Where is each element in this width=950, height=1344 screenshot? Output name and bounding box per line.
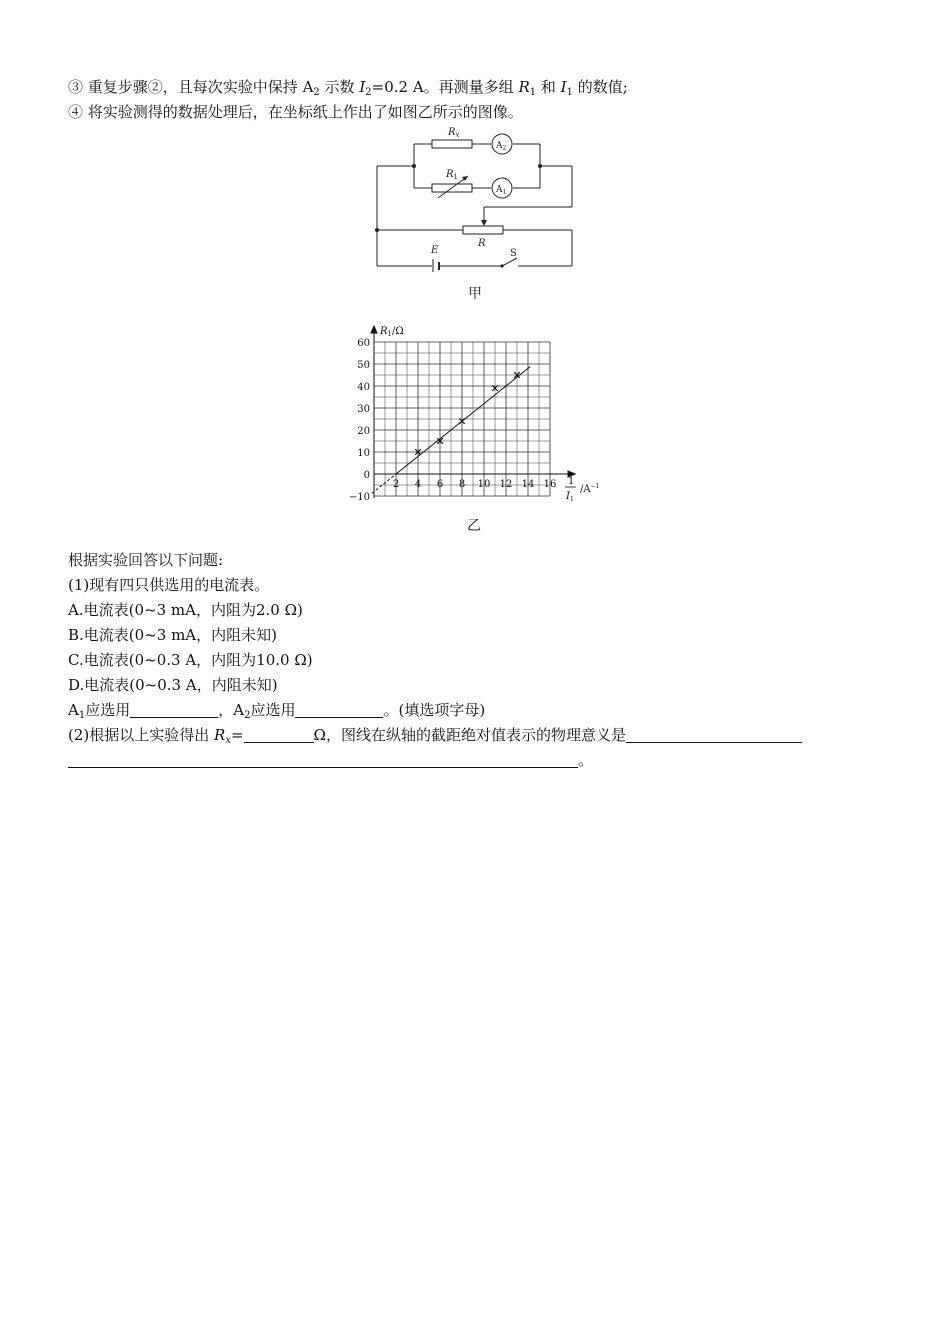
rheostat-r xyxy=(463,226,503,234)
answer-blank-rx[interactable] xyxy=(244,727,314,743)
svg-text:A2: $A_2$ xyxy=(496,141,507,152)
y-tick-label: 10 xyxy=(357,448,370,459)
x-tick-label: 6 xyxy=(436,479,444,490)
svg-text:R: R xyxy=(478,238,486,249)
step-3-number: ③ xyxy=(68,78,84,96)
question-2-line: (2)根据以上实验得出 $R_x= \Omega$，图线在纵轴的截距绝对值表示的物理意义是 xyxy=(68,724,802,752)
question-2-continuation: 。 xyxy=(68,749,593,771)
answer-blank-meaning-1[interactable] xyxy=(626,727,802,743)
questions-intro: 根据实验回答以下问题: xyxy=(68,551,224,569)
x-tick-label: 8 xyxy=(458,479,466,490)
x-axis-label xyxy=(565,476,599,503)
resistor-rx xyxy=(432,140,472,148)
option-a: A.电流表(0~3 mA，内阻为2.0 Ω) xyxy=(68,601,303,619)
x-tick-label: 12 xyxy=(499,479,513,490)
step-4-number: ④ xyxy=(68,103,84,121)
y-tick-label: 20 xyxy=(357,426,370,437)
y-axis-arrow xyxy=(371,326,377,333)
svg-text:A1: $A_1$ xyxy=(496,185,507,196)
svg-text:E: E xyxy=(431,245,439,256)
svg-text:/A−1: $/A^{-1}$ xyxy=(580,483,600,495)
x-tick-label: 2 xyxy=(392,479,400,490)
y-tick-label: −10 xyxy=(348,492,370,503)
question-1-stem: (1)现有四只供选用的电流表。 xyxy=(68,576,270,594)
x-tick-label: 16 xyxy=(543,479,557,490)
answer-blank-meaning-2[interactable] xyxy=(68,752,578,768)
option-c: C.电流表(0~0.3 A，内阻为10.0 Ω) xyxy=(68,651,313,669)
y-tick-label: 0 xyxy=(363,470,370,481)
y-tick-label: 30 xyxy=(357,404,370,415)
y-axis-label: $R_1/\Omega$ xyxy=(380,326,404,338)
option-d: D.电流表(0~0.3 A，内阻未知) xyxy=(68,676,278,694)
question-1-answer-line: $A_1$应选用 ，$A_2$应选用 。(填选项字母) xyxy=(68,701,486,721)
circuit-diagram xyxy=(370,122,580,272)
svg-text:Rx: $R_x$ xyxy=(448,127,460,139)
y-tick-label: 60 xyxy=(357,338,370,349)
svg-text:R1: $R_1$ xyxy=(446,169,458,181)
svg-text:1: 1 xyxy=(568,476,575,487)
svg-text:S: S xyxy=(510,248,517,259)
y-tick-label: 50 xyxy=(357,360,370,371)
y-tick-label: 40 xyxy=(357,382,370,393)
step-3: ③ 重复步骤②，且每次实验中保持 $A_2$ 示数 $I_2=0.2$ A。再测量多组 $R_1$ 和 $I_1$ 的数值; xyxy=(68,78,628,98)
x-tick-label: 10 xyxy=(477,479,491,490)
x-tick-label: 4 xyxy=(414,479,422,490)
answer-blank-a1[interactable] xyxy=(130,702,218,718)
graph-r1-vs-inv-i1 xyxy=(340,318,610,514)
figure-caption-jia: 甲 xyxy=(468,286,482,302)
step-4: ④ 将实验测得的数据处理后，在坐标纸上作出了如图乙所示的图像。 xyxy=(68,103,523,121)
x-tick-label: 14 xyxy=(521,479,535,490)
svg-text:I1: $I_1$ xyxy=(566,491,574,503)
answer-blank-a2[interactable] xyxy=(295,702,383,718)
figure-caption-yi: 乙 xyxy=(467,518,481,534)
option-b: B.电流表(0~3 mA，内阻未知) xyxy=(68,626,277,644)
